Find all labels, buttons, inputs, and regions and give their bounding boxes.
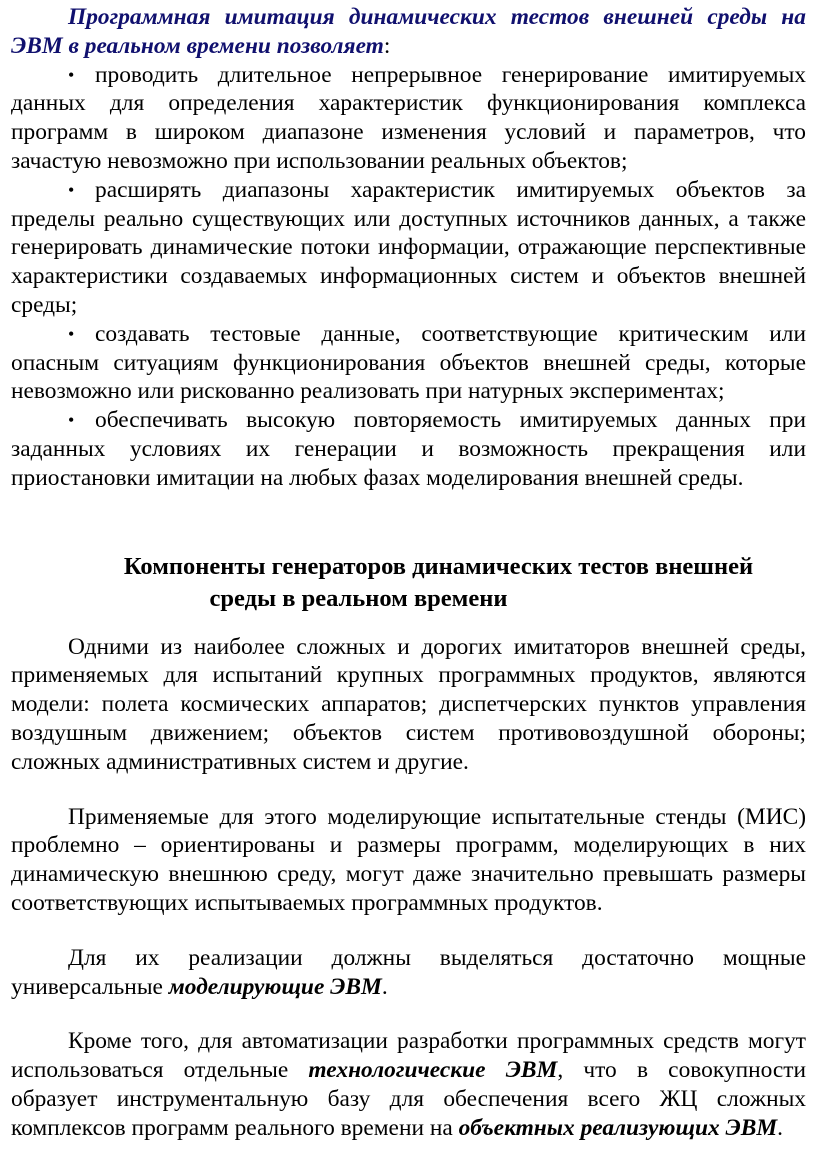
paragraph-simulators: Одними из наиболее сложных и дорогих имитаторов внешней среды, применяемых для испытаний крупных программных продуктов, являются модели: полета космических аппаратов; диспетчерских пунктов управления воздушным движением; объектов систем противовоздушной обороны; сложных административных систем и другие. [11,633,806,775]
bullet-icon: • [68,64,75,85]
list-item [11,61,806,176]
list-item [11,320,806,406]
paragraph-tooling-base [11,1027,806,1142]
bullet-icon: • [68,179,75,200]
bullet-icon: • [68,410,75,431]
list-item [11,176,806,320]
bullet-icon: • [68,323,75,344]
section-heading-line2: среды в реальном времени [209,584,508,612]
paragraph-text: . [777,1114,783,1141]
emphasis-term: объектных реализующих ЭВМ [458,1114,778,1141]
intro-colon: : [383,32,391,59]
document-page [0,3,816,1161]
paragraph-text: . [381,973,388,1000]
paragraph-text: Для их реализации должны выделяться достаточно мощные универсальные [11,944,806,1000]
capabilities-list [11,61,806,493]
emphasis-term: технологические ЭВМ [308,1057,558,1084]
paragraph-text: Кроме того, для автоматизации разработки программных средств могут использоваться отдельные [11,1028,806,1084]
section-heading [11,551,806,615]
list-item [11,406,806,492]
list-item-text: создавать тестовые данные, соответствующие критическим или опасным ситуациям функционирования объектов внешней среды, которые невозможно или рискованно реализовать при натурных экспериментах; [11,320,806,405]
list-item-text: расширять диапазоны характеристик имитируемых объектов за пределы реально существующих или доступных источников данных, а также генерировать динамические потоки информации, отражающие перспективные характеристики создаваемых информационных систем и объектов внешней среды; [11,176,806,318]
section-heading-line1: Компоненты генераторов динамических тестов внешней [123,552,754,580]
paragraph-modeling-computers [11,944,806,1002]
emphasis-term: моделирующие ЭВМ [168,973,382,1000]
intro-lead: Программная имитация динамических тестов внешней среды на ЭВМ в реальном времени позволяет [11,4,806,59]
paragraph-text: , что в совокупности образует инструментальную базу для обеспечения всего ЖЦ сложных комплексов программ реального времени на [11,1057,807,1141]
intro-paragraph [11,3,806,61]
list-item-text: обеспечивать высокую повторяемость имитируемых данных при заданных условиях их генерации и возможность прекращения или приостановки имитации на любых фазах моделирования внешней среды. [11,407,806,491]
paragraph-test-stands: Применяемые для этого моделирующие испытательные стенды (МИС) проблемно – ориентированы и размеры программ, моделирующих в них динамическую внешнюю среду, могут даже значительно превышать размеры соответствующих испытываемых программных продуктов. [11,803,806,916]
list-item-text: проводить длительное непрерывное генерирование имитируемых данных для определения характеристик функционирования комплекса программ в широком диапазоне изменения условий и параметров, что зачастую невозможно при использовании реальных объектов; [11,61,806,174]
